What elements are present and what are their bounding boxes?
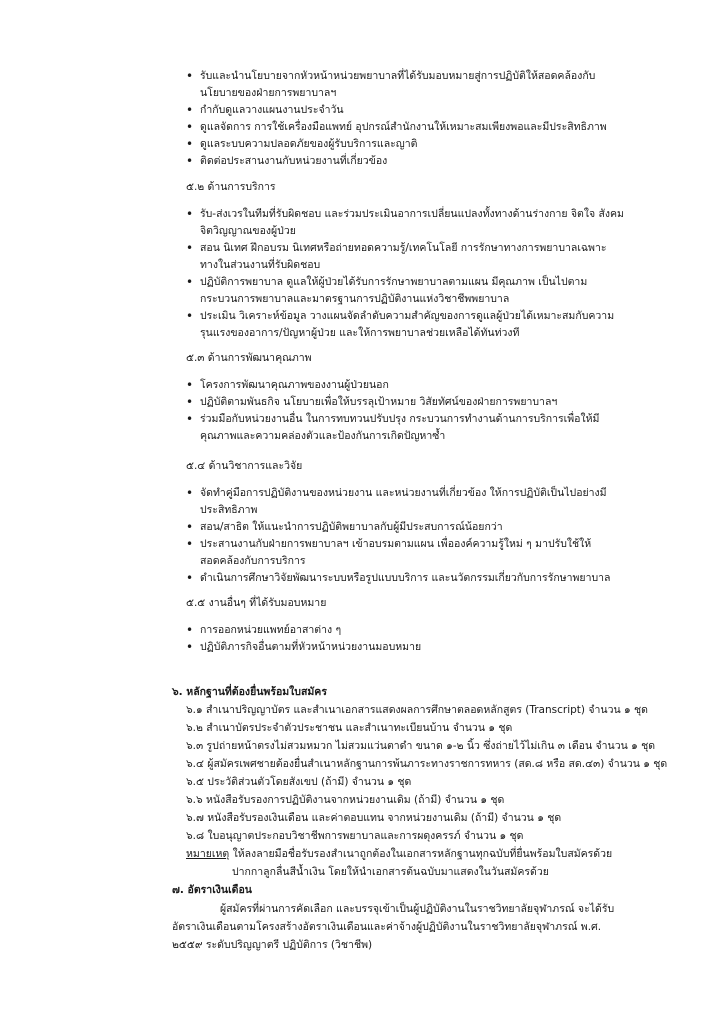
admin-duties-list bbox=[0, 68, 724, 170]
document-item: ๖.๑ สำเนาปริญญาบัตร และสำเนาเอกสารแสดงผลการศึกษาตลอดหลักสูตร (Transcript) จำนวน ๑ ชุด bbox=[186, 704, 648, 716]
note-continuation: ปากกาลูกลื่นสีน้ำเงิน โดยให้นำเอกสารต้นฉบับมาแสดงในวันสมัครด้วย bbox=[232, 866, 549, 878]
list-item: • ร่วมมือกับหน่วยงานอื่น ในการทบทวนปรับปรุง กระบวนการทำงานด้านการบริการเพื่อให้มีคุณภาพและความคล่องตัวและป้องกันการเกิดปัญหาซ้ำ bbox=[0, 411, 724, 445]
note-line bbox=[186, 846, 612, 863]
list-item: • ปฏิบัติการพยาบาล ดูแลให้ผู้ป่วยได้รับการรักษาพยาบาลตามแผน มีคุณภาพ เป็นไปตามกระบวนการพยาบาลและมาตรฐานการปฏิบัติงานแห่งวิชาชีพพยาบาล bbox=[0, 274, 724, 308]
list-item: • ติดต่อประสานงานกับหน่วยงานที่เกี่ยวข้อง bbox=[0, 153, 724, 170]
list-item: • สอน นิเทศ ฝึกอบรม นิเทศหรือถ่ายทอดความรู้/เทคโนโลยี การรักษาทางการพยาบาลเฉพาะทางในส่วนงานที่รับผิดชอบ bbox=[0, 240, 724, 274]
service-duties-list bbox=[0, 206, 724, 342]
note-text: ให้ลงลายมือชื่อรับรองสำเนาถูกต้องในเอกสารหลักฐานทุกฉบับที่ยื่นพร้อมใบสมัครด้วย bbox=[232, 848, 613, 860]
section-heading-6: ๖. หลักฐานที่ต้องยื่นพร้อมใบสมัคร bbox=[172, 686, 327, 698]
document-item: ๖.๖ หนังสือรับรองการปฏิบัติงานจากหน่วยงานเดิม (ถ้ามี) จำนวน ๑ ชุด bbox=[186, 794, 505, 806]
section-heading-5-3: ๕.๓ ด้านการพัฒนาคุณภาพ bbox=[186, 352, 312, 364]
note-label: หมายเหตุ bbox=[186, 848, 230, 860]
list-item: • ดูแลระบบความปลอดภัยของผู้รับบริการและญาติ bbox=[0, 136, 724, 153]
document-item: ๖.๔ ผู้สมัครเพศชายต้องยื่นสำเนาหลักฐานการพ้นภาระทางราชการทหาร (สด.๘ หรือ สด.๔๓) จำนวน ๑ ชุด bbox=[186, 758, 668, 770]
quality-duties-list bbox=[0, 377, 724, 445]
section-heading-5-5: ๕.๕ งานอื่นๆ ที่ได้รับมอบหมาย bbox=[186, 597, 327, 609]
document-item: ๖.๓ รูปถ่ายหน้าตรงไม่สวมหมวก ไม่สวมแว่นตาดำ ขนาด ๑-๒ นิ้ว ซึ่งถ่ายไว้ไม่เกิน ๓ เดือน จำนวน ๑ ชุด bbox=[186, 740, 656, 752]
list-item: • รับ-ส่งเวรในทีมที่รับผิดชอบ และร่วมประเมินอาการเปลี่ยนแปลงทั้งทางด้านร่างกาย จิตใจ สังคม จิตวิญญาณของผู้ป่วย bbox=[0, 206, 724, 240]
academic-duties-list bbox=[0, 485, 724, 587]
list-item: • จัดทำคู่มือการปฏิบัติงานของหน่วยงาน และหน่วยงานที่เกี่ยวข้อง ให้การปฏิบัติเป็นไปอย่างมีประสิทธิภาพ bbox=[0, 485, 724, 519]
document-item: ๖.๒ สำเนาบัตรประจำตัวประชาชน และสำเนาทะเบียนบ้าน จำนวน ๑ ชุด bbox=[186, 722, 513, 734]
list-item: • ดูแลจัดการ การใช้เครื่องมือแพทย์ อุปกรณ์สำนักงานให้เหมาะสมเพียงพอและมีประสิทธิภาพ bbox=[0, 119, 724, 136]
list-item: • ปฏิบัติตามพันธกิจ นโยบายเพื่อให้บรรลุเป้าหมาย วิสัยทัศน์ของฝ่ายการพยาบาลฯ bbox=[0, 394, 724, 411]
section-heading-5-2: ๕.๒ ด้านการบริการ bbox=[186, 181, 276, 193]
document-item: ๖.๕ ประวัติส่วนตัวโดยสังเขป (ถ้ามี) จำนวน ๑ ชุด bbox=[186, 776, 412, 788]
list-item: • สอน/สาธิต ให้แนะนำการปฏิบัติพยาบาลกับผู้มีประสบการณ์น้อยกว่า bbox=[0, 519, 724, 536]
list-item: • รับและนำนโยบายจากหัวหน้าหน่วยพยาบาลที่ได้รับมอบหมายสู่การปฏิบัติให้สอดคล้องกับนโยบายของฝ่ายการพยาบาลฯ bbox=[0, 68, 724, 102]
other-duties-list bbox=[0, 622, 724, 656]
list-item: • โครงการพัฒนาคุณภาพของงานผู้ป่วยนอก bbox=[0, 377, 724, 394]
list-item: • การออกหน่วยแพทย์อาสาต่าง ๆ bbox=[0, 622, 724, 639]
list-item: • ดำเนินการศึกษาวิจัยพัฒนาระบบหรือรูปแบบบริการ และนวัตกรรมเกี่ยวกับการรักษาพยาบาล bbox=[0, 570, 724, 587]
document-item: ๖.๘ ใบอนุญาตประกอบวิชาชีพการพยาบาลและการผดุงครรภ์ จำนวน ๑ ชุด bbox=[186, 830, 524, 842]
list-item: • ประสานงานกับฝ่ายการพยาบาลฯ เข้าอบรมตามแผน เพื่อองค์ความรู้ใหม่ ๆ มาปรับใช้ให้สอดคล้องกับการบริการ bbox=[0, 536, 724, 570]
document-item: ๖.๗ หนังสือรับรองเงินเดือน และค่าตอบแทน จากหน่วยงานเดิม (ถ้ามี) จำนวน ๑ ชุด bbox=[186, 812, 562, 824]
list-item: • ประเมิน วิเคราะห์ข้อมูล วางแผนจัดลำดับความสำคัญของการดูแลผู้ป่วยได้เหมาะสมกับความรุนแรงของอาการ/ปัญหาผู้ป่วย และให้การพยาบาลช่วยเหลือได้ทันท่วงที bbox=[0, 308, 724, 342]
list-item: • ปฏิบัติภารกิจอื่นตามที่หัวหน้าหน่วยงานมอบหมาย bbox=[0, 639, 724, 656]
section-heading-5-4: ๕.๔ ด้านวิชาการและวิจัย bbox=[186, 460, 303, 472]
salary-paragraph: ผู้สมัครที่ผ่านการคัดเลือก และบรรจุเข้าเป็นผู้ปฏิบัติงานในราชวิทยาลัยจุฬาภรณ์ จะได้รับอัตราเงินเดือนตามโครงสร้างอัตราเงินเดือนและค่าจ้างผู้ปฏิบัติงานในราชวิทยาลัยจุฬาภรณ์ พ.ศ. ๒๕๕๙ ระดับปริญญาตรี ปฏิบัติการ (วิชาชีพ) bbox=[172, 903, 615, 951]
section-heading-7: ๗. อัตราเงินเดือน bbox=[172, 884, 252, 896]
list-item: • กำกับดูแลวางแผนงานประจำวัน bbox=[0, 102, 724, 119]
